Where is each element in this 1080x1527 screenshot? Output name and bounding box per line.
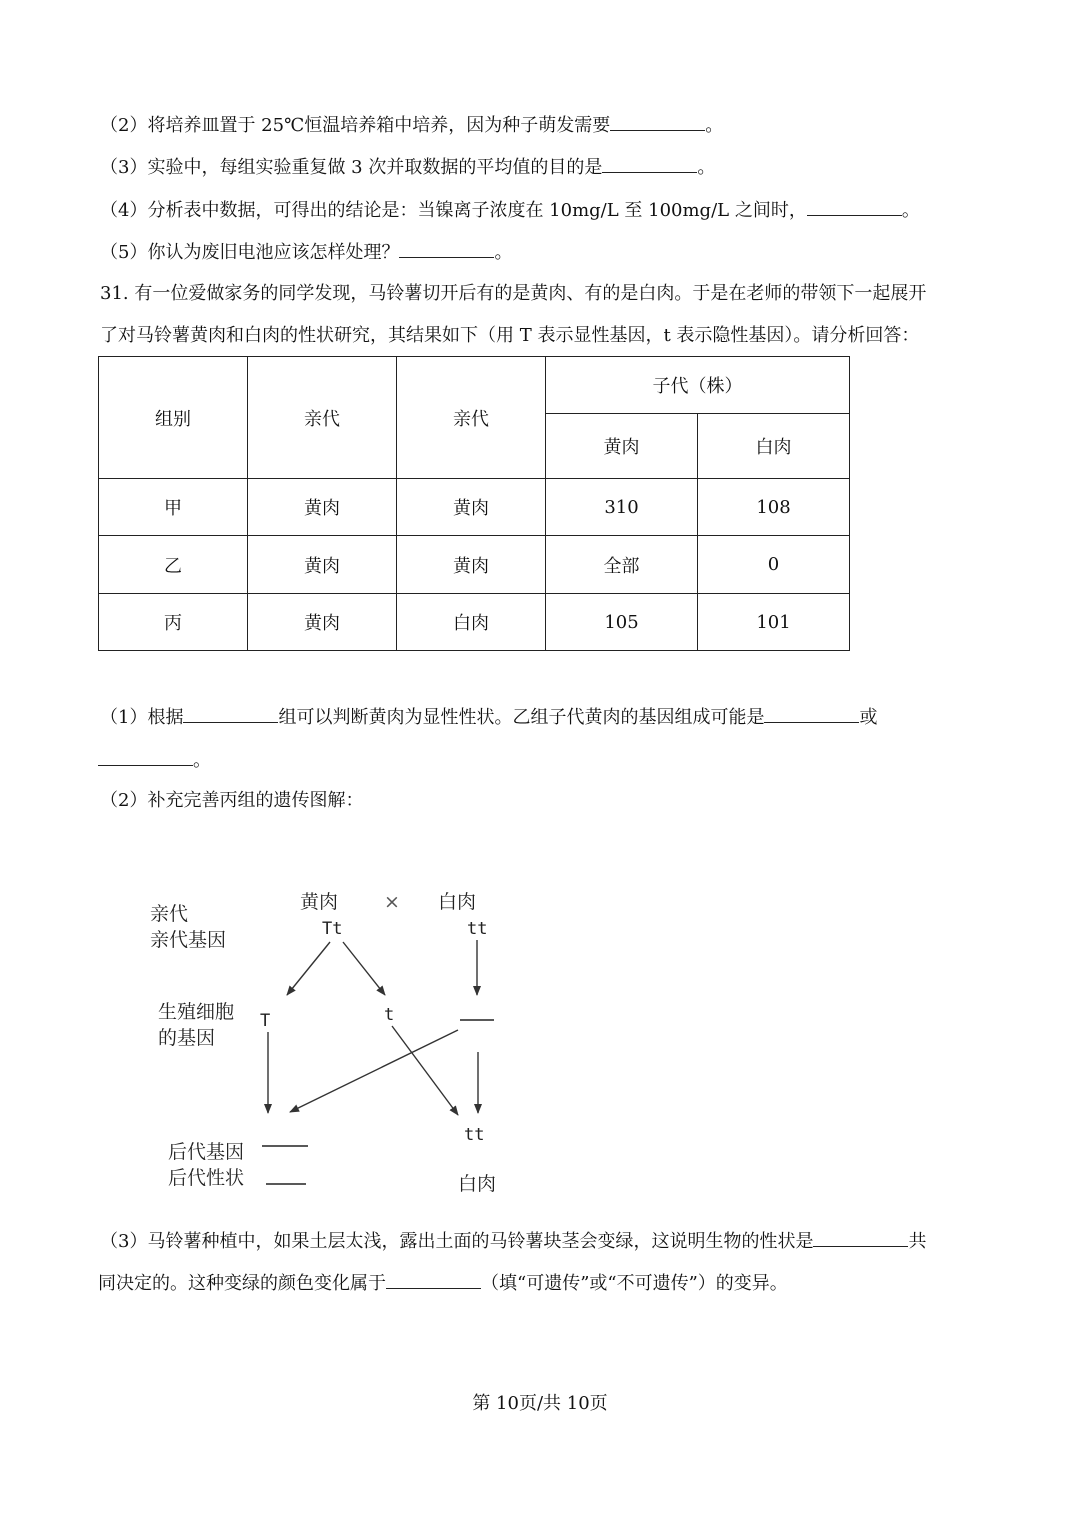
q31-item-2: （2）补充完善丙组的遗传图解： xyxy=(100,790,364,811)
answer-blank[interactable] xyxy=(813,1228,908,1247)
left-parent-trait: 黄肉 xyxy=(300,891,339,913)
arrow-to-gamete-T xyxy=(287,942,330,995)
cell-white: 101 xyxy=(698,594,850,651)
q31-item-1-cont: 。 xyxy=(98,747,211,773)
header-yellow: 黄肉 xyxy=(546,414,698,479)
header-parent-2: 亲代 xyxy=(397,357,546,479)
answer-blank[interactable] xyxy=(98,747,193,766)
genotype-table xyxy=(98,356,850,651)
answer-blank[interactable] xyxy=(610,112,705,131)
label-offspring-gene: 后代基因 xyxy=(168,1141,245,1163)
right-parent-genotype: tt xyxy=(467,919,488,939)
arrow-blank-to-left xyxy=(290,1030,458,1112)
cell-parent-1: 黄肉 xyxy=(248,479,397,536)
answer-blank[interactable] xyxy=(399,239,494,258)
gamete-T: T xyxy=(260,1011,271,1031)
q30-item-5: （5）你认为废旧电池应该怎样处理？ 。 xyxy=(100,239,512,265)
q30-item-3: （3）实验中，每组实验重复做 3 次并取数据的平均值的目的是 。 xyxy=(100,154,715,180)
q31-item-3: （3）马铃薯种植中，如果土层太浅，露出土面的马铃薯块茎会变绿，这说明生物的性状是 共 xyxy=(100,1228,926,1254)
label-parent-gene: 亲代基因 xyxy=(150,929,227,951)
answer-blank[interactable] xyxy=(602,154,697,173)
offspring-right-genotype: tt xyxy=(464,1125,485,1145)
arrow-t-to-right xyxy=(392,1026,458,1115)
arrow-to-gamete-t xyxy=(343,942,385,995)
answer-blank[interactable] xyxy=(764,704,859,723)
cell-parent-1: 黄肉 xyxy=(248,594,397,651)
label-gamete-1: 生殖细胞 xyxy=(158,1001,235,1023)
header-white: 白肉 xyxy=(698,414,850,479)
cell-yellow: 105 xyxy=(546,594,698,651)
cell-yellow: 全部 xyxy=(546,536,698,594)
cell-group: 甲 xyxy=(99,479,248,536)
offspring-right-trait: 白肉 xyxy=(458,1173,497,1195)
q31-item-1: （1）根据 组可以判断黄肉为显性性状。乙组子代黄肉的基因组成可能是 或 xyxy=(100,704,877,730)
q31-item-3-cont: 同决定的。这种变绿的颜色变化属于 （填“可遗传”或“不可遗传”）的变异。 xyxy=(98,1270,788,1296)
cell-white: 0 xyxy=(698,536,850,594)
table-row xyxy=(99,594,850,651)
table-row xyxy=(99,479,850,536)
q31-stem-line-1: 31. 有一位爱做家务的同学发现，马铃薯切开后有的是黄肉、有的是白肉。于是在老师的带领下一起展开 xyxy=(100,283,927,304)
header-group: 组别 xyxy=(99,357,248,479)
cross-symbol: × xyxy=(384,891,400,913)
left-parent-genotype: Tt xyxy=(322,919,343,939)
genetic-cross-diagram xyxy=(140,880,520,1200)
label-offspring-trait: 后代性状 xyxy=(168,1167,245,1189)
q30-item-2: （2）将培养皿置于 25℃恒温培养箱中培养，因为种子萌发需要 。 xyxy=(100,112,723,138)
gamete-t: t xyxy=(384,1005,395,1025)
cell-group: 丙 xyxy=(99,594,248,651)
cell-parent-1: 黄肉 xyxy=(248,536,397,594)
page-footer: 第 10页/共 10页 xyxy=(472,1393,608,1414)
cell-group: 乙 xyxy=(99,536,248,594)
answer-blank[interactable] xyxy=(183,704,278,723)
label-gamete-2: 的基因 xyxy=(158,1027,216,1049)
cell-white: 108 xyxy=(698,479,850,536)
q30-item-4: （4）分析表中数据，可得出的结论是：当镍离子浓度在 10mg/L 至 100mg/L 之间时， 。 xyxy=(100,197,920,223)
cell-parent-2: 黄肉 xyxy=(397,479,546,536)
cell-parent-2: 黄肉 xyxy=(397,536,546,594)
label-parent: 亲代 xyxy=(150,903,189,925)
table-row xyxy=(99,536,850,594)
answer-blank[interactable] xyxy=(386,1270,481,1289)
header-parent-1: 亲代 xyxy=(248,357,397,479)
answer-blank[interactable] xyxy=(807,197,902,216)
cell-yellow: 310 xyxy=(546,479,698,536)
header-offspring: 子代（株） xyxy=(546,357,850,414)
q31-stem-line-2: 了对马铃薯黄肉和白肉的性状研究，其结果如下（用 T 表示显性基因，t 表示隐性基因）。请分析回答： xyxy=(100,325,920,346)
cell-parent-2: 白肉 xyxy=(397,594,546,651)
right-parent-trait: 白肉 xyxy=(438,891,477,913)
